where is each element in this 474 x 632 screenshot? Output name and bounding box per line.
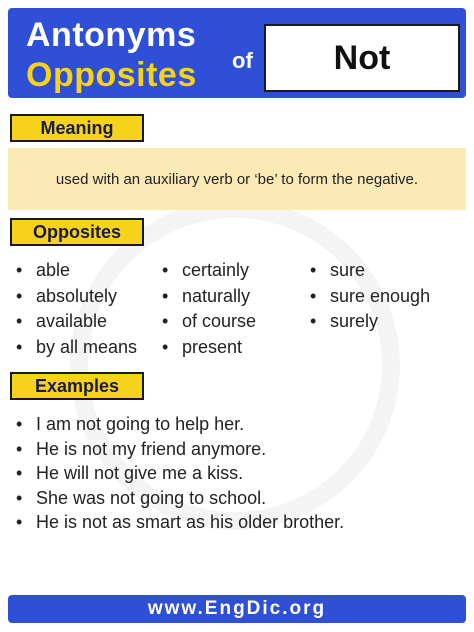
bullet-icon: • (310, 260, 317, 280)
list-item: • surely (308, 309, 430, 335)
bullet-icon: • (310, 285, 317, 306)
bullet-icon: • (16, 414, 23, 434)
title-of: of (232, 48, 253, 73)
list-item: • sure enough (308, 284, 430, 310)
bullet-icon: • (310, 311, 317, 331)
footer-url[interactable]: www.EngDic.org (8, 595, 466, 623)
headword: Not (333, 38, 391, 77)
bullet-icon: • (16, 487, 23, 508)
bullet-icon: • (162, 260, 169, 280)
meaning-label: Meaning (10, 114, 144, 142)
bullet-icon: • (16, 512, 23, 532)
bullet-icon: • (16, 463, 23, 483)
word-box (264, 24, 460, 92)
title-antonyms: Antonyms (26, 16, 197, 54)
list-item: • absolutely (14, 284, 137, 310)
list-item: • available (14, 309, 137, 335)
example-sentence: • She was not going to school. (14, 486, 344, 511)
list-item: • present (160, 335, 256, 361)
bullet-icon: • (16, 260, 23, 280)
examples-list (14, 412, 344, 535)
opposites-column-3 (308, 258, 430, 335)
list-item: • naturally (160, 284, 256, 310)
header-banner (8, 8, 466, 98)
opposites-column-2 (160, 258, 256, 360)
example-sentence: • He is not as smart as his older brother. (14, 510, 344, 535)
title-opposites: Opposites (26, 56, 197, 94)
bullet-icon: • (162, 285, 169, 306)
bullet-icon: • (162, 311, 169, 331)
meaning-text: used with an auxiliary verb or ‘be’ to form the negative. (8, 148, 466, 210)
list-item: • of course (160, 309, 256, 335)
examples-label: Examples (10, 372, 144, 400)
bullet-icon: • (16, 285, 23, 306)
bullet-icon: • (16, 336, 23, 357)
example-sentence: • I am not going to help her. (14, 412, 344, 437)
list-item: • able (14, 258, 137, 284)
opposites-column-1 (14, 258, 137, 360)
example-sentence: • He is not my friend anymore. (14, 437, 344, 462)
list-item: • certainly (160, 258, 256, 284)
bullet-icon: • (16, 438, 23, 459)
list-item: • sure (308, 258, 430, 284)
opposites-label: Opposites (10, 218, 144, 246)
bullet-icon: • (16, 311, 23, 331)
bullet-icon: • (162, 336, 169, 357)
example-sentence: • He will not give me a kiss. (14, 461, 344, 486)
list-item: • by all means (14, 335, 137, 361)
